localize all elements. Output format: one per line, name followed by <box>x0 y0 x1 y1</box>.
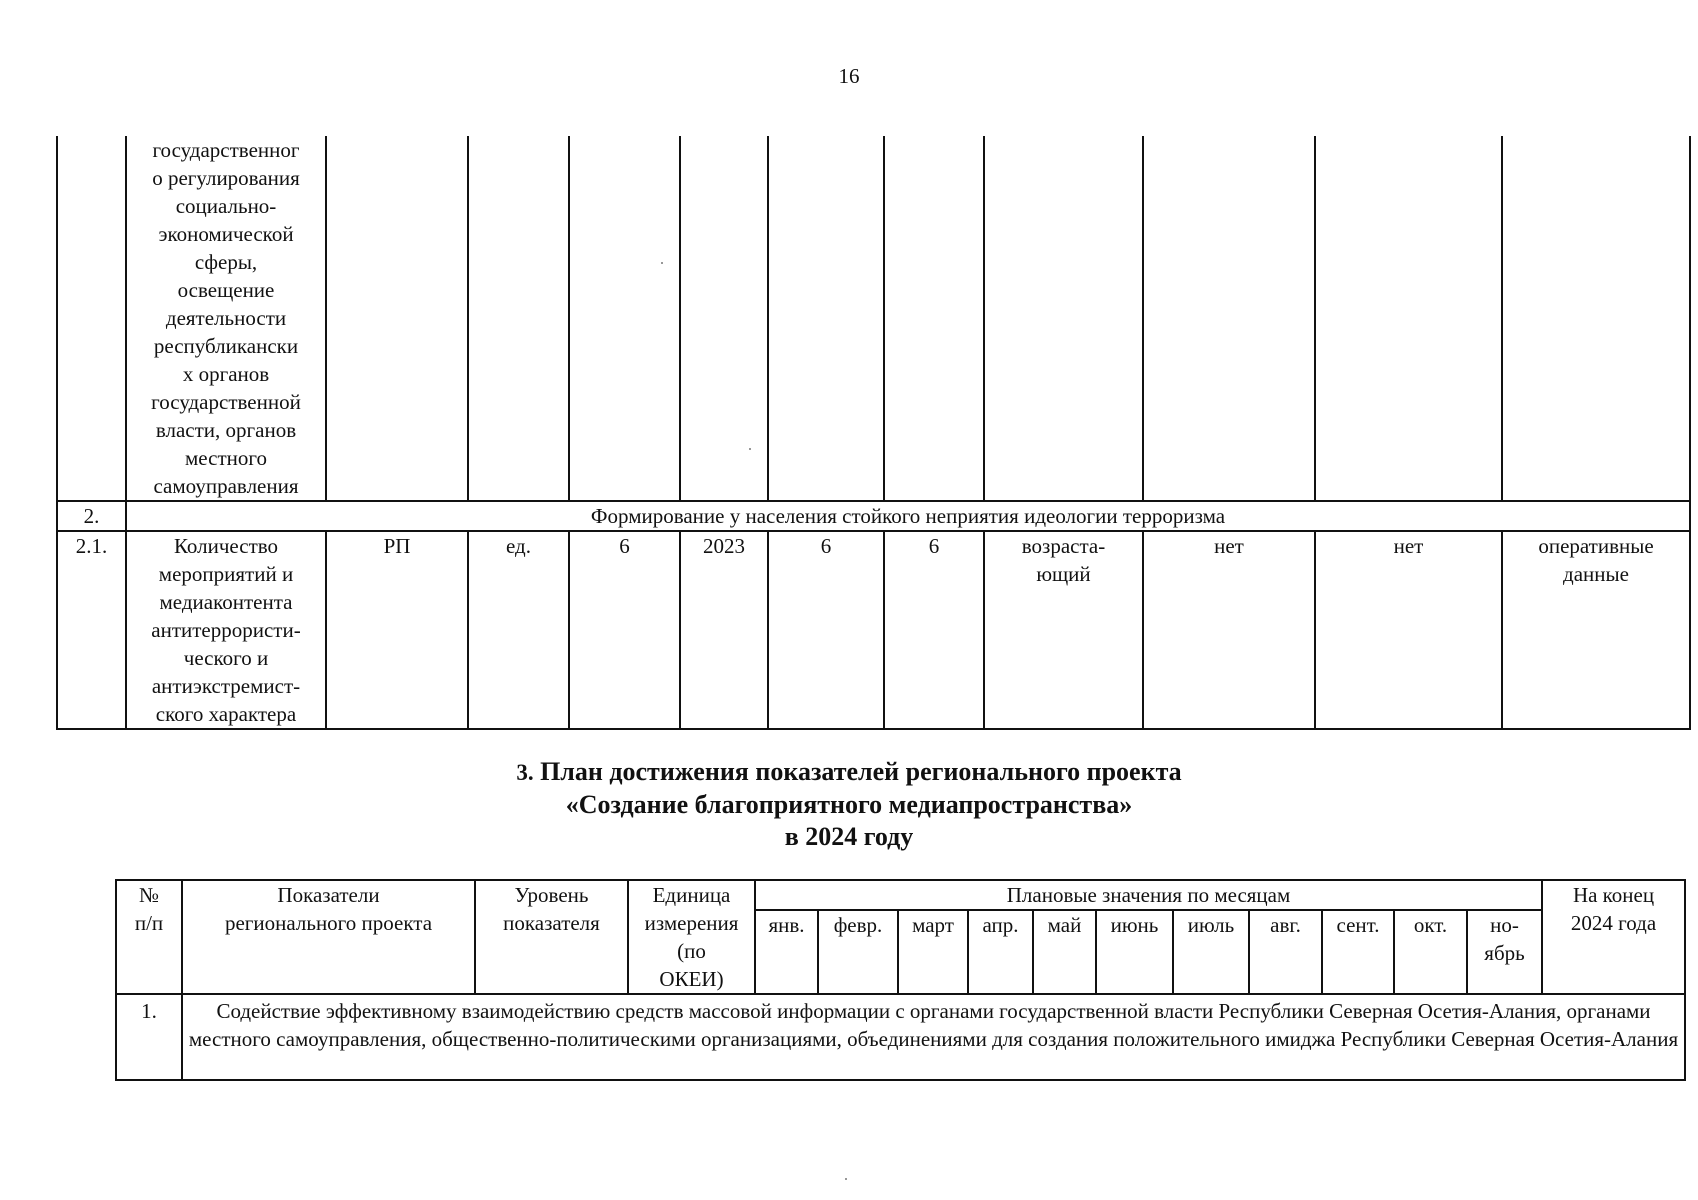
row-number: 1. <box>116 994 182 1080</box>
col-header-end-of-year: На конец 2024 года <box>1542 880 1685 994</box>
col-header-unit: Единица измерения (по ОКЕИ) <box>628 880 755 994</box>
indicator-name: Количество мероприятий и медиаконтента антитеррористи- ческого и антиэкстремист- ского характера <box>126 531 326 729</box>
col-header-number: № п/п <box>116 880 182 994</box>
month-header: сент. <box>1322 910 1394 994</box>
base-value: 6 <box>569 531 680 729</box>
month-header: янв. <box>755 910 818 994</box>
section-number: 3. <box>516 760 534 785</box>
section-row-title: Формирование у населения стойкого неприятия идеологии терроризма <box>126 501 1690 531</box>
plan-table <box>115 879 1686 1081</box>
month-header: июль <box>1173 910 1249 994</box>
month-header: но- ябрь <box>1467 910 1542 994</box>
month-header: окт. <box>1394 910 1467 994</box>
row-number: 2.1. <box>57 531 126 729</box>
month-header: июнь <box>1096 910 1173 994</box>
month-header: март <box>898 910 968 994</box>
continued-row <box>57 136 1690 501</box>
column-b: нет <box>1315 531 1502 729</box>
scan-speck <box>661 262 663 264</box>
scan-speck <box>845 1178 847 1180</box>
column-a: нет <box>1143 531 1315 729</box>
header-row <box>116 880 1685 910</box>
data-source: оперативные данные <box>1502 531 1690 729</box>
unit: ед. <box>468 531 569 729</box>
scan-speck <box>749 448 751 450</box>
row-task-text: Содействие эффективному взаимодействию средств массовой информации с органами государственной власти Республики Северная Осетия-Алания, органами местного самоуправления, общественно-политическими организациями, объединениями для создания положительного имиджа Республики Северная Осетия-Алания <box>182 994 1685 1080</box>
section-title-line-2: «Создание благоприятного медиапространства» <box>565 790 1133 819</box>
month-header: авг. <box>1249 910 1322 994</box>
month-header: май <box>1033 910 1096 994</box>
section-row-number: 2. <box>57 501 126 531</box>
indicator-level: РП <box>326 531 468 729</box>
page-number: 16 <box>838 64 860 88</box>
month-header: апр. <box>968 910 1033 994</box>
section-title-line-1: План достижения показателей регионального проекта <box>540 757 1182 786</box>
value-1: 6 <box>768 531 884 729</box>
continued-indicator-text: государственног о регулирования социально- экономической сферы, освещение деятельности республикански х органов государственной власти, органов местного самоуправления <box>151 138 301 498</box>
indicators-table-continued <box>56 136 1691 730</box>
col-header-planned-by-month: Плановые значения по месяцам <box>755 880 1542 910</box>
col-header-indicators: Показатели регионального проекта <box>182 880 475 994</box>
trend: возраста- ющий <box>984 531 1143 729</box>
table-row <box>57 531 1690 729</box>
section-heading <box>0 756 1698 853</box>
table-row <box>116 994 1685 1080</box>
value-2: 6 <box>884 531 984 729</box>
base-year: 2023 <box>680 531 768 729</box>
month-header: февр. <box>818 910 898 994</box>
col-header-level: Уровень показателя <box>475 880 628 994</box>
section-row <box>57 501 1690 531</box>
section-title-line-3: в 2024 году <box>784 822 914 851</box>
